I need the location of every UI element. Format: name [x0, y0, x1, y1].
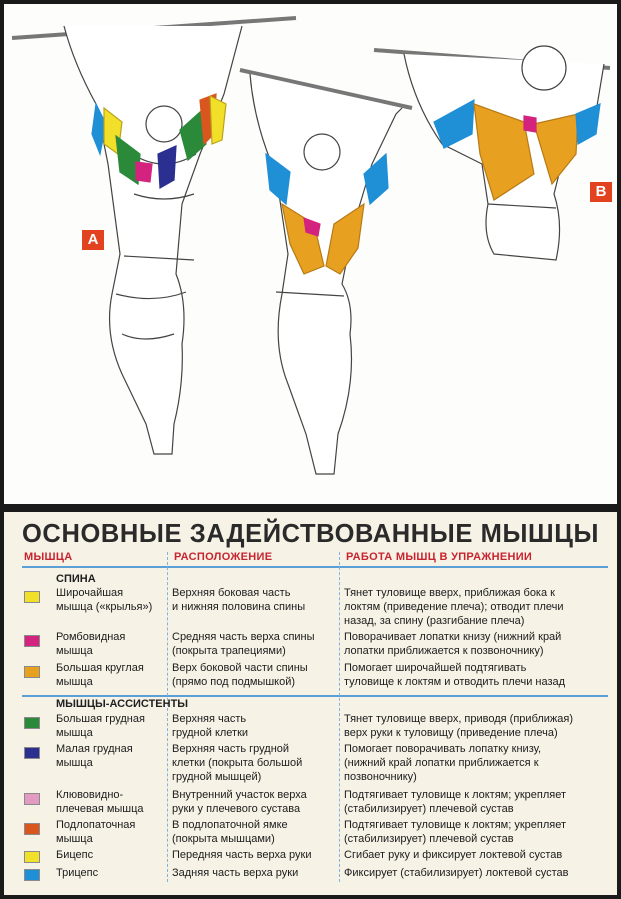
muscle-name: Большая круглая мышца [56, 662, 144, 688]
muscle-location: Передняя часть верха руки [172, 849, 312, 861]
color-swatch-pectoralis-major [24, 717, 40, 729]
color-swatch-pectoralis-minor [24, 747, 40, 759]
section-back-label: СПИНА [56, 573, 96, 585]
color-swatch-rhomboid [24, 635, 40, 647]
label-b-badge: B [590, 182, 612, 202]
muscle-work: Подтягивает туловище к локтям; укрепляет (стабилизирует) плечевой сустав [344, 819, 567, 845]
muscle-work: Сгибает руку и фиксирует локтевой сустав [344, 849, 563, 861]
muscle-location: Внутренний участок верха руки у плечевого сустава [172, 789, 307, 815]
muscle-work: Помогает широчайшей подтягивать туловище к локтям и отводить плечи назад [344, 662, 566, 688]
muscle-work: Подтягивает туловище к локтям; укрепляет (стабилизирует) плечевой сустав [344, 789, 567, 815]
muscles-table [4, 512, 617, 895]
muscle-name: Бицепс [56, 849, 94, 861]
muscle-work: Поворачивает лопатки книзу (нижний край лопатки приближается к позвоночнику) [344, 631, 562, 657]
section-assist-label: МЫШЦЫ-АССИСТЕНТЫ [56, 698, 189, 710]
muscle-location: В подлопаточной ямке (покрыта мышцами) [172, 819, 288, 845]
color-swatch-triceps [24, 869, 40, 881]
muscle-location: Верхняя часть грудной клетки (покрыта большой грудной мышцей) [172, 743, 303, 783]
muscle-name: Малая грудная мышца [56, 743, 133, 769]
color-swatch-subscapularis [24, 823, 40, 835]
pullup-illustration [4, 4, 617, 504]
pullup-figures-drawing [4, 4, 617, 504]
color-swatch-latissimus [24, 591, 40, 603]
section-divider [22, 695, 608, 697]
color-swatch-teres-major [24, 666, 40, 678]
muscle-name: Ромбовидная мышца [56, 631, 126, 657]
muscle-work: Помогает поворачивать лопатку книзу, (нижний край лопатки приближается к позвоночнику) [344, 743, 542, 783]
header-location: РАСПОЛОЖЕНИЕ [174, 551, 273, 563]
muscle-work: Фиксирует (стабилизирует) локтевой сустав [344, 867, 569, 879]
color-swatch-biceps [24, 851, 40, 863]
header-divider [22, 566, 608, 568]
label-a-badge: A [82, 230, 104, 250]
muscle-name: Подлопаточная мышца [56, 819, 136, 845]
muscle-name: Клювовидно- плечевая мышца [56, 789, 144, 815]
muscle-location: Задняя часть верха руки [172, 867, 299, 879]
muscle-location: Верхняя боковая часть и нижняя половина спины [172, 587, 306, 613]
muscle-work: Тянет туловище вверх, приближая бока к локтям (приведение плеча); отводит плечи назад, за спину (разгибание плеча) [344, 587, 564, 627]
muscle-location: Верхняя часть грудной клетки [172, 713, 249, 739]
muscle-location: Средняя часть верха спины (покрыта трапециями) [172, 631, 315, 657]
header-work: РАБОТА МЫШЦ В УПРАЖНЕНИИ [346, 551, 533, 563]
column-divider-1 [167, 552, 168, 882]
muscle-name: Большая грудная мышца [56, 713, 145, 739]
figure-middle-back [250, 74, 402, 474]
table-title: ОСНОВНЫЕ ЗАДЕЙСТВОВАННЫЕ МЫШЦЫ [22, 520, 600, 548]
muscle-location: Верх боковой части спины (прямо под подмышкой) [172, 662, 308, 688]
muscle-work: Тянет туловище вверх, приводя (приближая) верх руки к туловищу (приведение плеча) [344, 713, 574, 739]
figure-b-back [404, 46, 604, 260]
muscle-name: Широчайшая мышца («крылья») [56, 587, 153, 613]
header-muscle: МЫШЦА [24, 551, 73, 563]
muscle-name: Трицепс [56, 867, 99, 879]
color-swatch-coracobrachialis [24, 793, 40, 805]
